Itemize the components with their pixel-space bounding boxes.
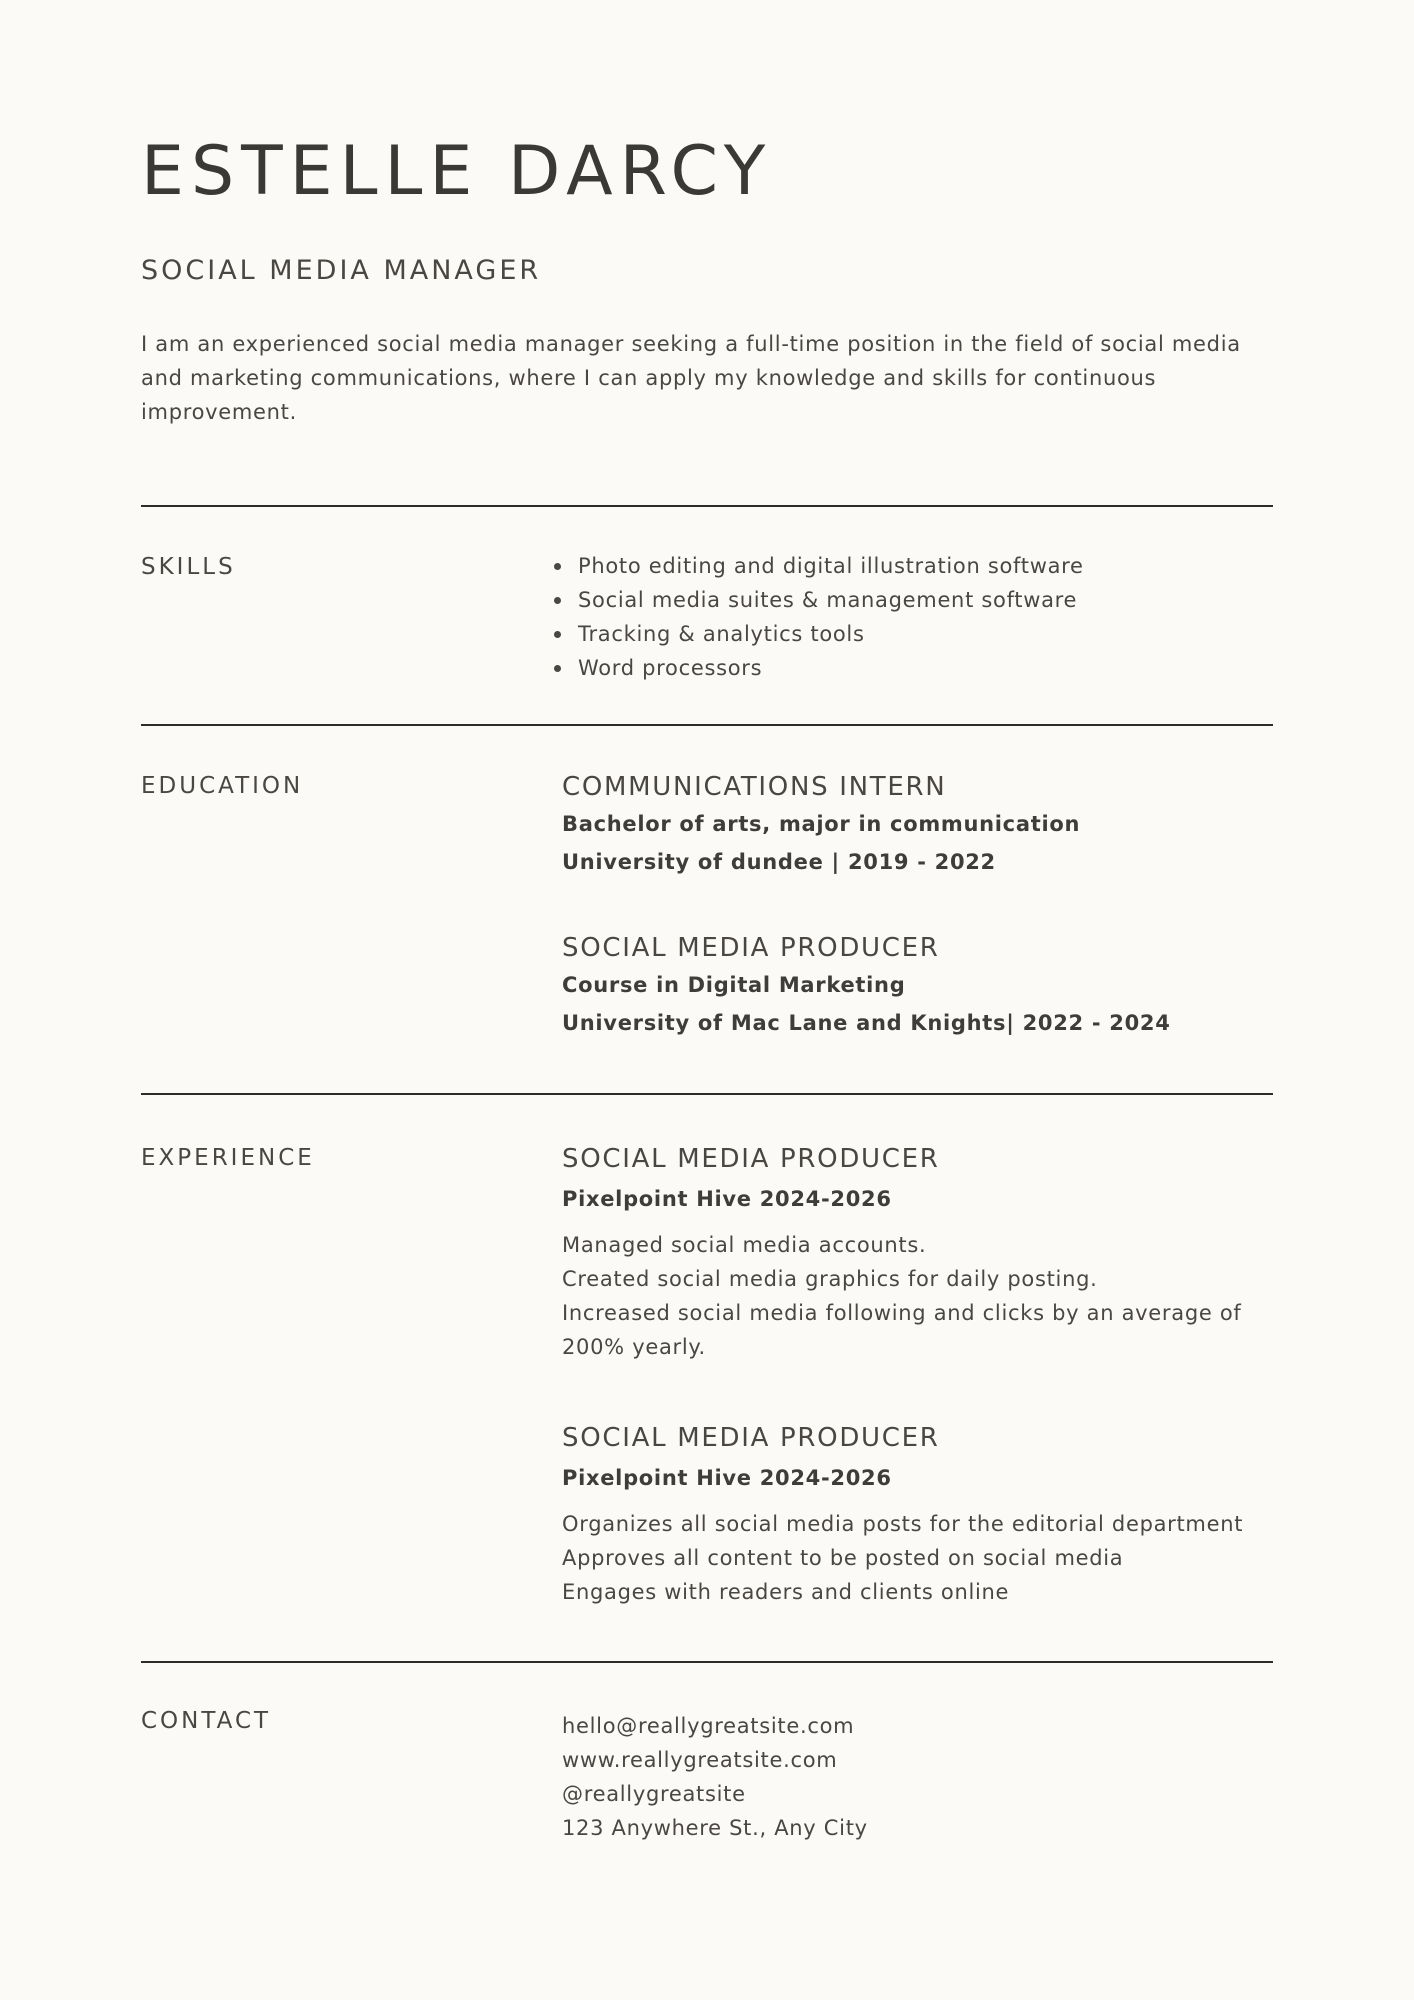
bullet-icon bbox=[554, 597, 561, 604]
experience-description-line: Engages with readers and clients online bbox=[562, 1580, 1010, 1604]
bullet-icon bbox=[554, 665, 561, 672]
skill-item bbox=[546, 583, 1084, 617]
experience-heading: SOCIAL MEDIA PRODUCER bbox=[562, 1144, 940, 1174]
skill-text: Word processors bbox=[578, 656, 763, 680]
experience-description bbox=[562, 1228, 1282, 1364]
experience-description-line: Organizes all social media posts for the editorial department bbox=[562, 1512, 1244, 1536]
contact-website: www.reallygreatsite.com bbox=[562, 1748, 838, 1772]
contact-address: 123 Anywhere St., Any City bbox=[562, 1816, 868, 1840]
experience-description-line: Increased social media following and clicks by an average of 200% yearly. bbox=[562, 1301, 1242, 1359]
experience-heading: SOCIAL MEDIA PRODUCER bbox=[562, 1423, 940, 1453]
skill-item bbox=[546, 617, 1084, 651]
skill-text: Photo editing and digital illustration software bbox=[578, 554, 1084, 578]
experience-section-label: EXPERIENCE bbox=[141, 1145, 315, 1171]
education-course: Course in Digital Marketing bbox=[562, 973, 906, 997]
contact-list bbox=[562, 1709, 868, 1845]
experience-description-line: Managed social media accounts. bbox=[562, 1233, 927, 1257]
education-heading: SOCIAL MEDIA PRODUCER bbox=[562, 933, 940, 963]
section-divider bbox=[141, 1661, 1273, 1663]
education-entry bbox=[562, 932, 1282, 1042]
experience-description-line: Approves all content to be posted on social media bbox=[562, 1546, 1124, 1570]
experience-entry bbox=[562, 1422, 1282, 1609]
job-title: SOCIAL MEDIA MANAGER bbox=[141, 255, 542, 286]
skill-item bbox=[546, 651, 1084, 685]
contact-social: @reallygreatsite bbox=[562, 1782, 746, 1806]
skill-text: Social media suites & management software bbox=[578, 588, 1078, 612]
contact-email: hello@reallygreatsite.com bbox=[562, 1714, 855, 1738]
skill-item bbox=[546, 549, 1084, 583]
section-divider bbox=[141, 724, 1273, 726]
education-school: University of dundee | 2019 - 2022 bbox=[562, 850, 996, 874]
section-divider bbox=[141, 505, 1273, 507]
experience-description bbox=[562, 1507, 1282, 1609]
skills-section-label: SKILLS bbox=[141, 554, 236, 580]
candidate-name: ESTELLE DARCY bbox=[141, 132, 773, 211]
skill-text: Tracking & analytics tools bbox=[578, 622, 865, 646]
skills-list bbox=[546, 549, 1084, 685]
education-degree: Bachelor of arts, major in communication bbox=[562, 812, 1081, 836]
experience-company: Pixelpoint Hive 2024-2026 bbox=[562, 1187, 892, 1211]
profile-summary: I am an experienced social media manager seeking a full-time position in the field of social media and marketing communications, where I can apply my knowledge and skills for continuous improvement. bbox=[141, 332, 1241, 424]
experience-entry bbox=[562, 1143, 1282, 1364]
education-school: University of Mac Lane and Knights| 2022 - 2024 bbox=[562, 1011, 1171, 1035]
education-entry bbox=[562, 771, 1282, 881]
section-divider bbox=[141, 1093, 1273, 1095]
education-heading: COMMUNICATIONS INTERN bbox=[562, 772, 947, 802]
experience-company: Pixelpoint Hive 2024-2026 bbox=[562, 1466, 892, 1490]
bullet-icon bbox=[554, 631, 561, 638]
bullet-icon bbox=[554, 563, 561, 570]
contact-section-label: CONTACT bbox=[141, 1708, 272, 1734]
experience-description-line: Created social media graphics for daily posting. bbox=[562, 1267, 1098, 1291]
education-section-label: EDUCATION bbox=[141, 773, 304, 799]
